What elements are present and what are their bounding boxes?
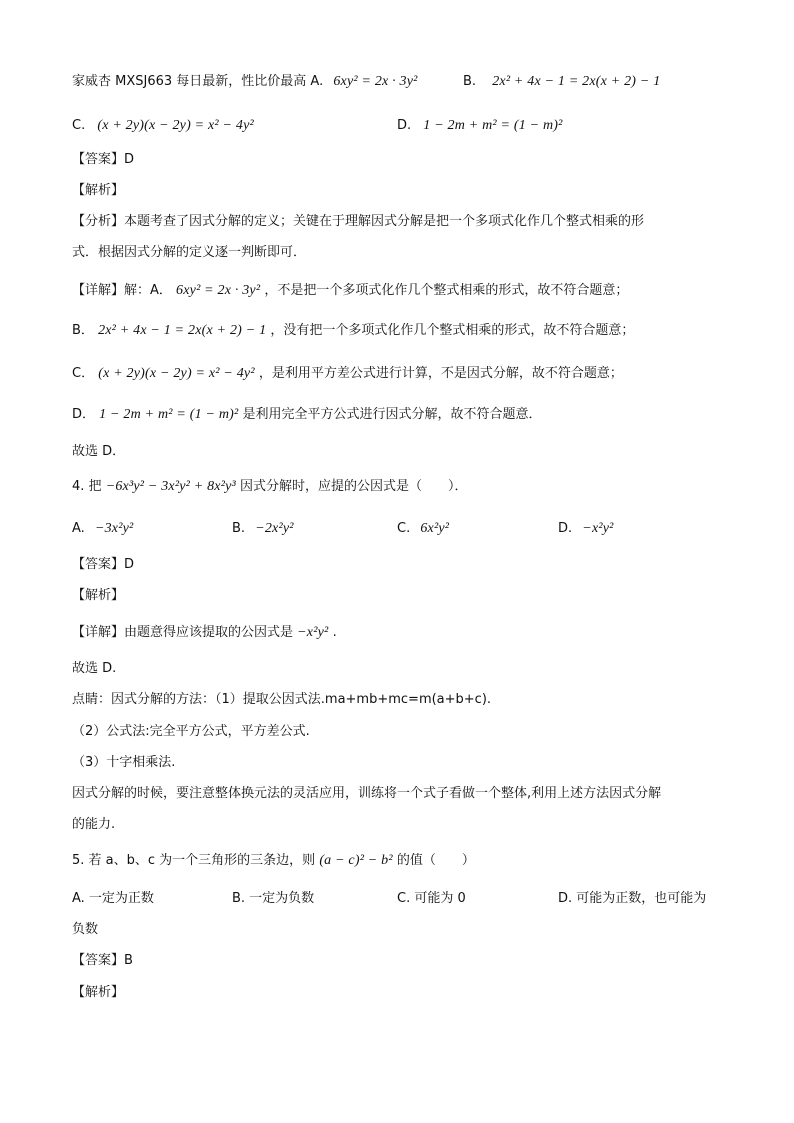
q4-analysis-heading: 【解析】 xyxy=(72,588,125,603)
q3-detail-b xyxy=(72,322,634,340)
q4-option-c xyxy=(397,520,449,538)
q4-detail-math: −x²y² xyxy=(297,625,329,640)
q3-detail-d-math: 1 − 2m + m² = (1 − m)² xyxy=(99,407,239,422)
q4-answer: 【答案】D xyxy=(72,557,135,572)
q3-detail-c-post: ，是利用平方差公式进行计算，不是因式分解，故不符合题意； xyxy=(258,366,623,381)
q4-option-b-label: B. xyxy=(232,521,246,536)
q3-detail-c-math: (x + 2y)(x − 2y) = x² − 4y² xyxy=(98,366,255,381)
q4-stem-pre: 4. 把 xyxy=(72,479,102,494)
option-d-formula: 1 − 2m + m² = (1 − m)² xyxy=(423,118,563,133)
q3-detail-b-math: 2x² + 4x − 1 = 2x(x + 2) − 1 xyxy=(98,323,267,338)
q4-stem xyxy=(72,478,468,496)
q3-analysis-heading: 【解析】 xyxy=(72,183,125,198)
q3-detail-a-pre: 【详解】解：A． xyxy=(72,283,172,298)
q5-stem-pre: 5. 若 a、b、c 为一个三角形的三条边，则 xyxy=(72,853,316,868)
q5-option-d-cont: 负数 xyxy=(72,922,99,937)
q3-detail-b-pre: B． xyxy=(72,323,94,338)
q3-detail-d-post: 是利用完全平方公式进行因式分解，故不符合题意． xyxy=(242,407,542,422)
q5-answer: 【答案】B xyxy=(72,953,133,968)
q4-choose: 故选 D. xyxy=(72,661,117,676)
q3-choose: 故选 D． xyxy=(72,444,126,459)
q4-option-a xyxy=(72,520,133,538)
q3-fenxi-line1: 【分析】本题考查了因式分解的定义；关键在于理解因式分解是把一个多项式化作几个整式相乘的形 xyxy=(72,214,645,229)
option-b-label: B. xyxy=(463,74,477,89)
q3-detail-a xyxy=(72,282,628,300)
q5-stem-math: (a − c)² − b² xyxy=(319,853,393,868)
q4-tip-3: （3）十字相乘法. xyxy=(72,755,176,770)
q5-option-a: A. 一定为正数 xyxy=(72,891,154,906)
option-d-line xyxy=(397,117,563,135)
q5-option-c: C. 可能为 0 xyxy=(397,891,466,906)
q5-stem xyxy=(72,852,475,870)
q5-analysis-heading: 【解析】 xyxy=(72,985,125,1000)
q3-detail-c-pre: C． xyxy=(72,366,95,381)
q4-option-a-math: −3x²y² xyxy=(94,521,134,536)
q4-tip-4: 因式分解的时候，要注意整体换元法的灵活应用，训练将一个式子看做一个整体,利用上述方法因式分解 xyxy=(72,786,662,801)
q4-stem-post: 因式分解时，应提的公因式是（ ）． xyxy=(240,479,468,494)
q4-tip-1: 点睛：因式分解的方法：（1）提取公因式法.ma+mb+mc=m(a+b+c). xyxy=(72,692,492,707)
q4-option-d-label: D. xyxy=(558,521,573,536)
option-c-label: C. xyxy=(72,118,86,133)
option-d-label: D. xyxy=(397,118,412,133)
q4-option-d xyxy=(558,520,614,538)
q3-fenxi-line2: 式．根据因式分解的定义逐一判断即可． xyxy=(72,245,307,260)
q4-option-b-math: −2x²y² xyxy=(255,521,294,536)
q4-detail-post: . xyxy=(332,625,337,640)
q4-detail-pre: 【详解】由题意得应该提取的公因式是 xyxy=(72,625,294,640)
q4-option-b xyxy=(232,520,294,538)
q4-option-d-math: −x²y² xyxy=(582,521,614,536)
q3-detail-d-pre: D． xyxy=(72,407,96,422)
q5-option-d: D. 可能为正数，也可能为 xyxy=(558,891,707,906)
option-b-line xyxy=(463,73,660,91)
q3-detail-c xyxy=(72,365,623,383)
q3-detail-a-post: ，不是把一个多项式化作几个整式相乘的形式，故不符合题意； xyxy=(264,283,629,298)
q4-tip-2: （2）公式法:完全平方公式，平方差公式. xyxy=(72,724,310,739)
q4-option-c-label: C. xyxy=(397,521,411,536)
q3-detail-d xyxy=(72,406,542,424)
option-a-formula: 6xy² = 2x · 3y² xyxy=(333,74,418,89)
q4-stem-math: −6x³y² − 3x²y² + 8x²y³ xyxy=(105,479,236,494)
header-line xyxy=(72,73,418,91)
q4-option-c-math: 6x²y² xyxy=(420,521,450,536)
q3-detail-a-math: 6xy² = 2x · 3y² xyxy=(176,283,261,298)
q5-option-b: B. 一定为负数 xyxy=(232,891,315,906)
q4-option-a-label: A. xyxy=(72,521,85,536)
q4-detail xyxy=(72,624,337,642)
header-prefix: 家威杏 MXSJ663 每日最新，性比价最高 A. xyxy=(72,74,324,89)
q3-detail-b-post: ，没有把一个多项式化作几个整式相乘的形式，故不符合题意； xyxy=(270,323,635,338)
option-b-formula: 2x² + 4x − 1 = 2x(x + 2) − 1 xyxy=(492,74,661,89)
option-c-formula: (x + 2y)(x − 2y) = x² − 4y² xyxy=(97,118,254,133)
q3-answer: 【答案】D xyxy=(72,152,135,167)
option-c-line xyxy=(72,117,254,135)
q5-stem-post: 的值（ ） xyxy=(396,853,475,868)
q4-tip-5: 的能力. xyxy=(72,817,116,832)
